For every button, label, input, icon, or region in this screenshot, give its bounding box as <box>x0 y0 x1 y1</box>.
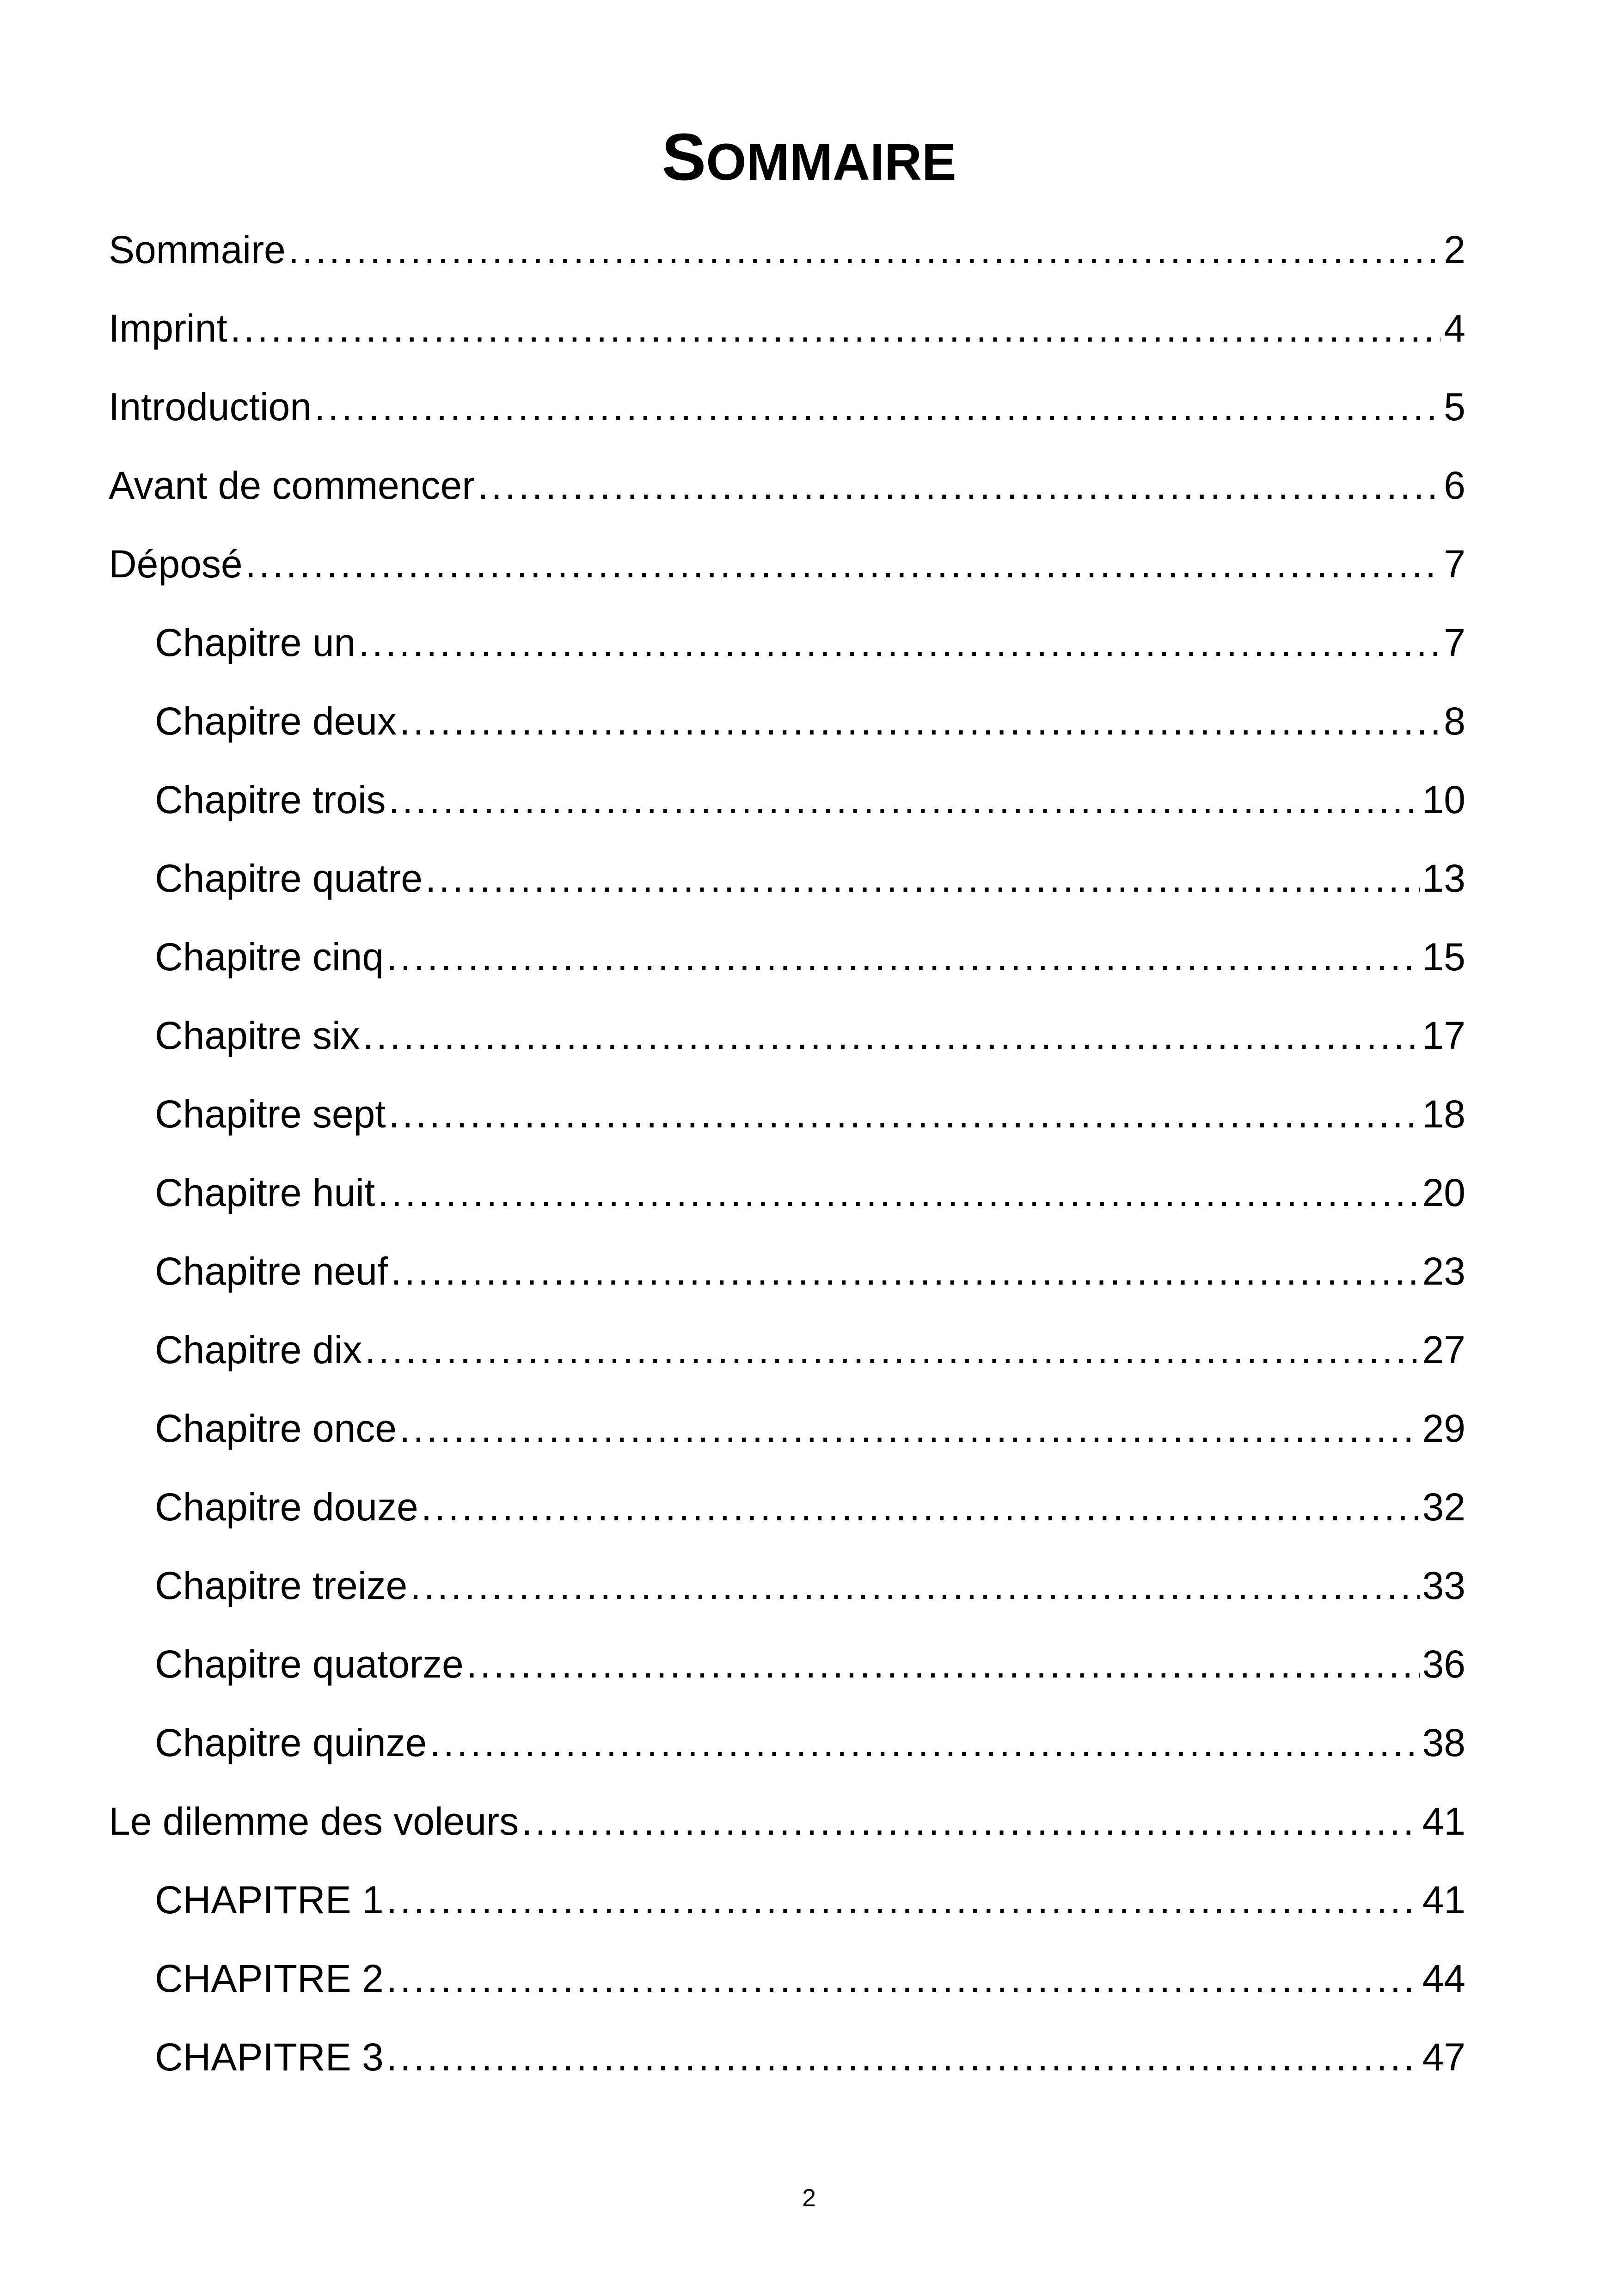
toc-entry-page: 23 <box>1422 1249 1465 1293</box>
toc-entry-page: 47 <box>1422 2035 1465 2079</box>
toc-entry-page: 20 <box>1422 1171 1465 1214</box>
toc-entry-page: 13 <box>1422 857 1465 900</box>
page-title-initial: S <box>662 120 706 194</box>
page-title-rest: OMMAIRE <box>706 133 956 191</box>
dot-leader <box>421 1479 1420 1535</box>
page-number: 2 <box>802 2184 816 2212</box>
dot-leader <box>314 379 1441 435</box>
dot-leader <box>399 1401 1420 1456</box>
dot-leader <box>466 1636 1420 1692</box>
toc-entry-page: 8 <box>1444 699 1465 743</box>
toc-entry[interactable] <box>155 615 1465 670</box>
dot-leader <box>363 1008 1420 1063</box>
toc-entry-label: Chapitre un <box>155 621 356 664</box>
toc-entry-label: Chapitre deux <box>155 699 397 743</box>
toc-entry-page: 17 <box>1422 1014 1465 1057</box>
toc-entry[interactable] <box>155 1322 1465 1378</box>
toc-entry-page: 29 <box>1422 1407 1465 1450</box>
toc-entry-page: 7 <box>1444 542 1465 586</box>
toc-entry-label: Chapitre quinze <box>155 1721 427 1764</box>
dot-leader <box>386 1872 1420 1928</box>
toc-entry[interactable] <box>109 379 1465 435</box>
toc-entry-label: Introduction <box>109 385 312 429</box>
toc-entry-label: CHAPITRE 2 <box>155 1957 384 2000</box>
toc-entry-label: Chapitre six <box>155 1014 360 1057</box>
toc-entry-label: Le dilemme des voleurs <box>109 1800 519 1843</box>
toc-entry-page: 38 <box>1422 1721 1465 1764</box>
toc-entry-page: 41 <box>1422 1800 1465 1843</box>
toc-entry-label: Chapitre huit <box>155 1171 375 1214</box>
toc-entry-page: 6 <box>1444 464 1465 507</box>
toc-entry[interactable] <box>155 1636 1465 1692</box>
toc-entry-label: Imprint <box>109 306 227 350</box>
dot-leader <box>358 615 1441 670</box>
toc-entry[interactable] <box>109 222 1465 277</box>
dot-leader <box>386 2029 1420 2085</box>
dot-leader <box>478 458 1441 513</box>
toc-entry[interactable] <box>155 1243 1465 1299</box>
toc-entry[interactable] <box>155 2029 1465 2085</box>
toc-entry-label: Déposé <box>109 542 243 586</box>
toc-entry-label: Chapitre neuf <box>155 1249 388 1293</box>
toc-entry-label: Chapitre once <box>155 1407 397 1450</box>
toc-entry-page: 27 <box>1422 1328 1465 1371</box>
toc-entry[interactable] <box>155 1401 1465 1456</box>
toc-entry-label: Chapitre treize <box>155 1564 408 1607</box>
toc-entry-label: Chapitre douze <box>155 1485 418 1529</box>
dot-leader <box>429 1715 1419 1770</box>
toc-entry-page: 33 <box>1422 1564 1465 1607</box>
toc-entry-page: 18 <box>1422 1092 1465 1136</box>
dot-leader <box>230 300 1441 356</box>
dot-leader <box>399 693 1441 749</box>
toc-entry-label: Chapitre trois <box>155 778 386 821</box>
toc-entry[interactable] <box>155 1558 1465 1613</box>
toc-entry[interactable] <box>155 1872 1465 1928</box>
toc-entry[interactable] <box>155 772 1465 827</box>
dot-leader <box>389 1086 1420 1142</box>
dot-leader <box>410 1558 1419 1613</box>
toc-entry[interactable] <box>109 1794 1465 1849</box>
toc-entry-page: 5 <box>1444 385 1465 429</box>
dot-leader <box>386 929 1420 985</box>
dot-leader <box>389 772 1420 827</box>
toc-entry-page: 10 <box>1422 778 1465 821</box>
toc-entry[interactable] <box>155 1479 1465 1535</box>
page-title <box>0 116 1618 204</box>
toc-entry[interactable] <box>155 1008 1465 1063</box>
toc-entry-label: Avant de commencer <box>109 464 475 507</box>
dot-leader <box>386 1951 1420 2006</box>
toc-entry[interactable] <box>109 458 1465 513</box>
toc-entry[interactable] <box>155 1715 1465 1770</box>
toc-entry-page: 15 <box>1422 935 1465 979</box>
toc-entry-page: 41 <box>1422 1878 1465 1922</box>
toc-entry[interactable] <box>109 300 1465 356</box>
toc-entry-page: 4 <box>1444 306 1465 350</box>
toc-entry-label: Chapitre quatre <box>155 857 423 900</box>
toc-entry[interactable] <box>155 693 1465 749</box>
toc-entry[interactable] <box>155 1086 1465 1142</box>
toc-entry-page: 44 <box>1422 1957 1465 2000</box>
toc-entry[interactable] <box>109 536 1465 592</box>
toc-entry[interactable] <box>155 929 1465 985</box>
dot-leader <box>378 1165 1419 1220</box>
toc-entry-page: 36 <box>1422 1642 1465 1686</box>
dot-leader <box>425 851 1420 906</box>
toc-entry[interactable] <box>155 1951 1465 2006</box>
toc-entry-label: Chapitre dix <box>155 1328 362 1371</box>
toc-entry-label: Chapitre quatorze <box>155 1642 464 1686</box>
toc-entry-page: 2 <box>1444 228 1465 271</box>
toc-entry-label: CHAPITRE 1 <box>155 1878 384 1922</box>
dot-leader <box>365 1322 1419 1378</box>
toc-entry-label: Chapitre cinq <box>155 935 384 979</box>
toc-entry-label: Chapitre sept <box>155 1092 386 1136</box>
toc-entry-page: 7 <box>1444 621 1465 664</box>
dot-leader <box>521 1794 1419 1849</box>
dot-leader <box>288 222 1441 277</box>
toc-entry[interactable] <box>155 851 1465 906</box>
toc-entry-label: Sommaire <box>109 228 286 271</box>
dot-leader <box>391 1243 1419 1299</box>
dot-leader <box>245 536 1441 592</box>
toc-entry[interactable] <box>155 1165 1465 1220</box>
toc-entry-label: CHAPITRE 3 <box>155 2035 384 2079</box>
toc-entry-page: 32 <box>1422 1485 1465 1529</box>
